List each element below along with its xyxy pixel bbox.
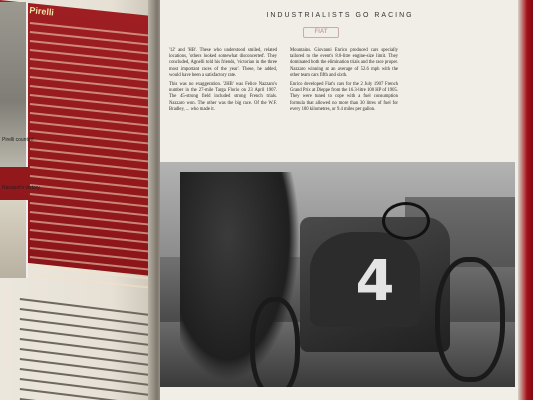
race-number: 4 [355,249,395,314]
steering-wheel [382,202,430,240]
sidebar-heading: Pirelli [28,5,55,18]
paragraph: Mountains. Giovanni Enrico produced cars specially tailored to the event's 8.0-litre engine-size limit. They dominated both the elimination trials and the race proper. Nazzaro winning at an average of 52.6 mph with the other team cars fifth and sixth. [290,48,398,78]
race-car-photograph [160,162,515,387]
photo-caption-fragment: Racquet's victory [2,185,40,191]
left-page [0,0,160,400]
page-edge [518,0,533,400]
running-head: INDUSTRIALISTS GO RACING [266,12,414,19]
left-page-photo-2 [0,200,28,278]
rear-wheel [250,297,300,387]
body-column-2 [290,48,398,116]
body-column-1 [169,48,277,116]
front-wheel [435,257,505,382]
sidebar-text-block [30,22,155,283]
photo-caption-fragment: Pirelli counterf [2,137,34,143]
left-page-body-text [20,298,150,400]
paragraph: This was no exaggeration. '2HB' was Felice Nazzaro's number in the 27-mile Targa Florio on 23 April 1907. The 45-strong field included strong French trials. Nazzaro won. The other was the big race. Of the W.F. Bradley, ... who made it. [169,82,277,112]
fiat-logo: FIAT [303,27,339,38]
paragraph: '12' and 'HB'. These who understood smiled, related locations, 'others looked somewhat disconcerted'. They concluded, Agnelli told his friends, 'victorian in the three most important races of the year'. These, he added, would have been a satisfactory rate. [169,48,277,78]
paragraph: Enrico developed Fiat's cars for the 2 July 1907 French Grand Prix at Dieppe from the 16.3-litre 100 HP of 1905. They were tuned to cope with a fuel consumption formula that allowed no more than 30 litres of fuel for every 100 kilometres, or 9.4 miles per gallon. [290,82,398,112]
body-column-3 [410,48,518,51]
